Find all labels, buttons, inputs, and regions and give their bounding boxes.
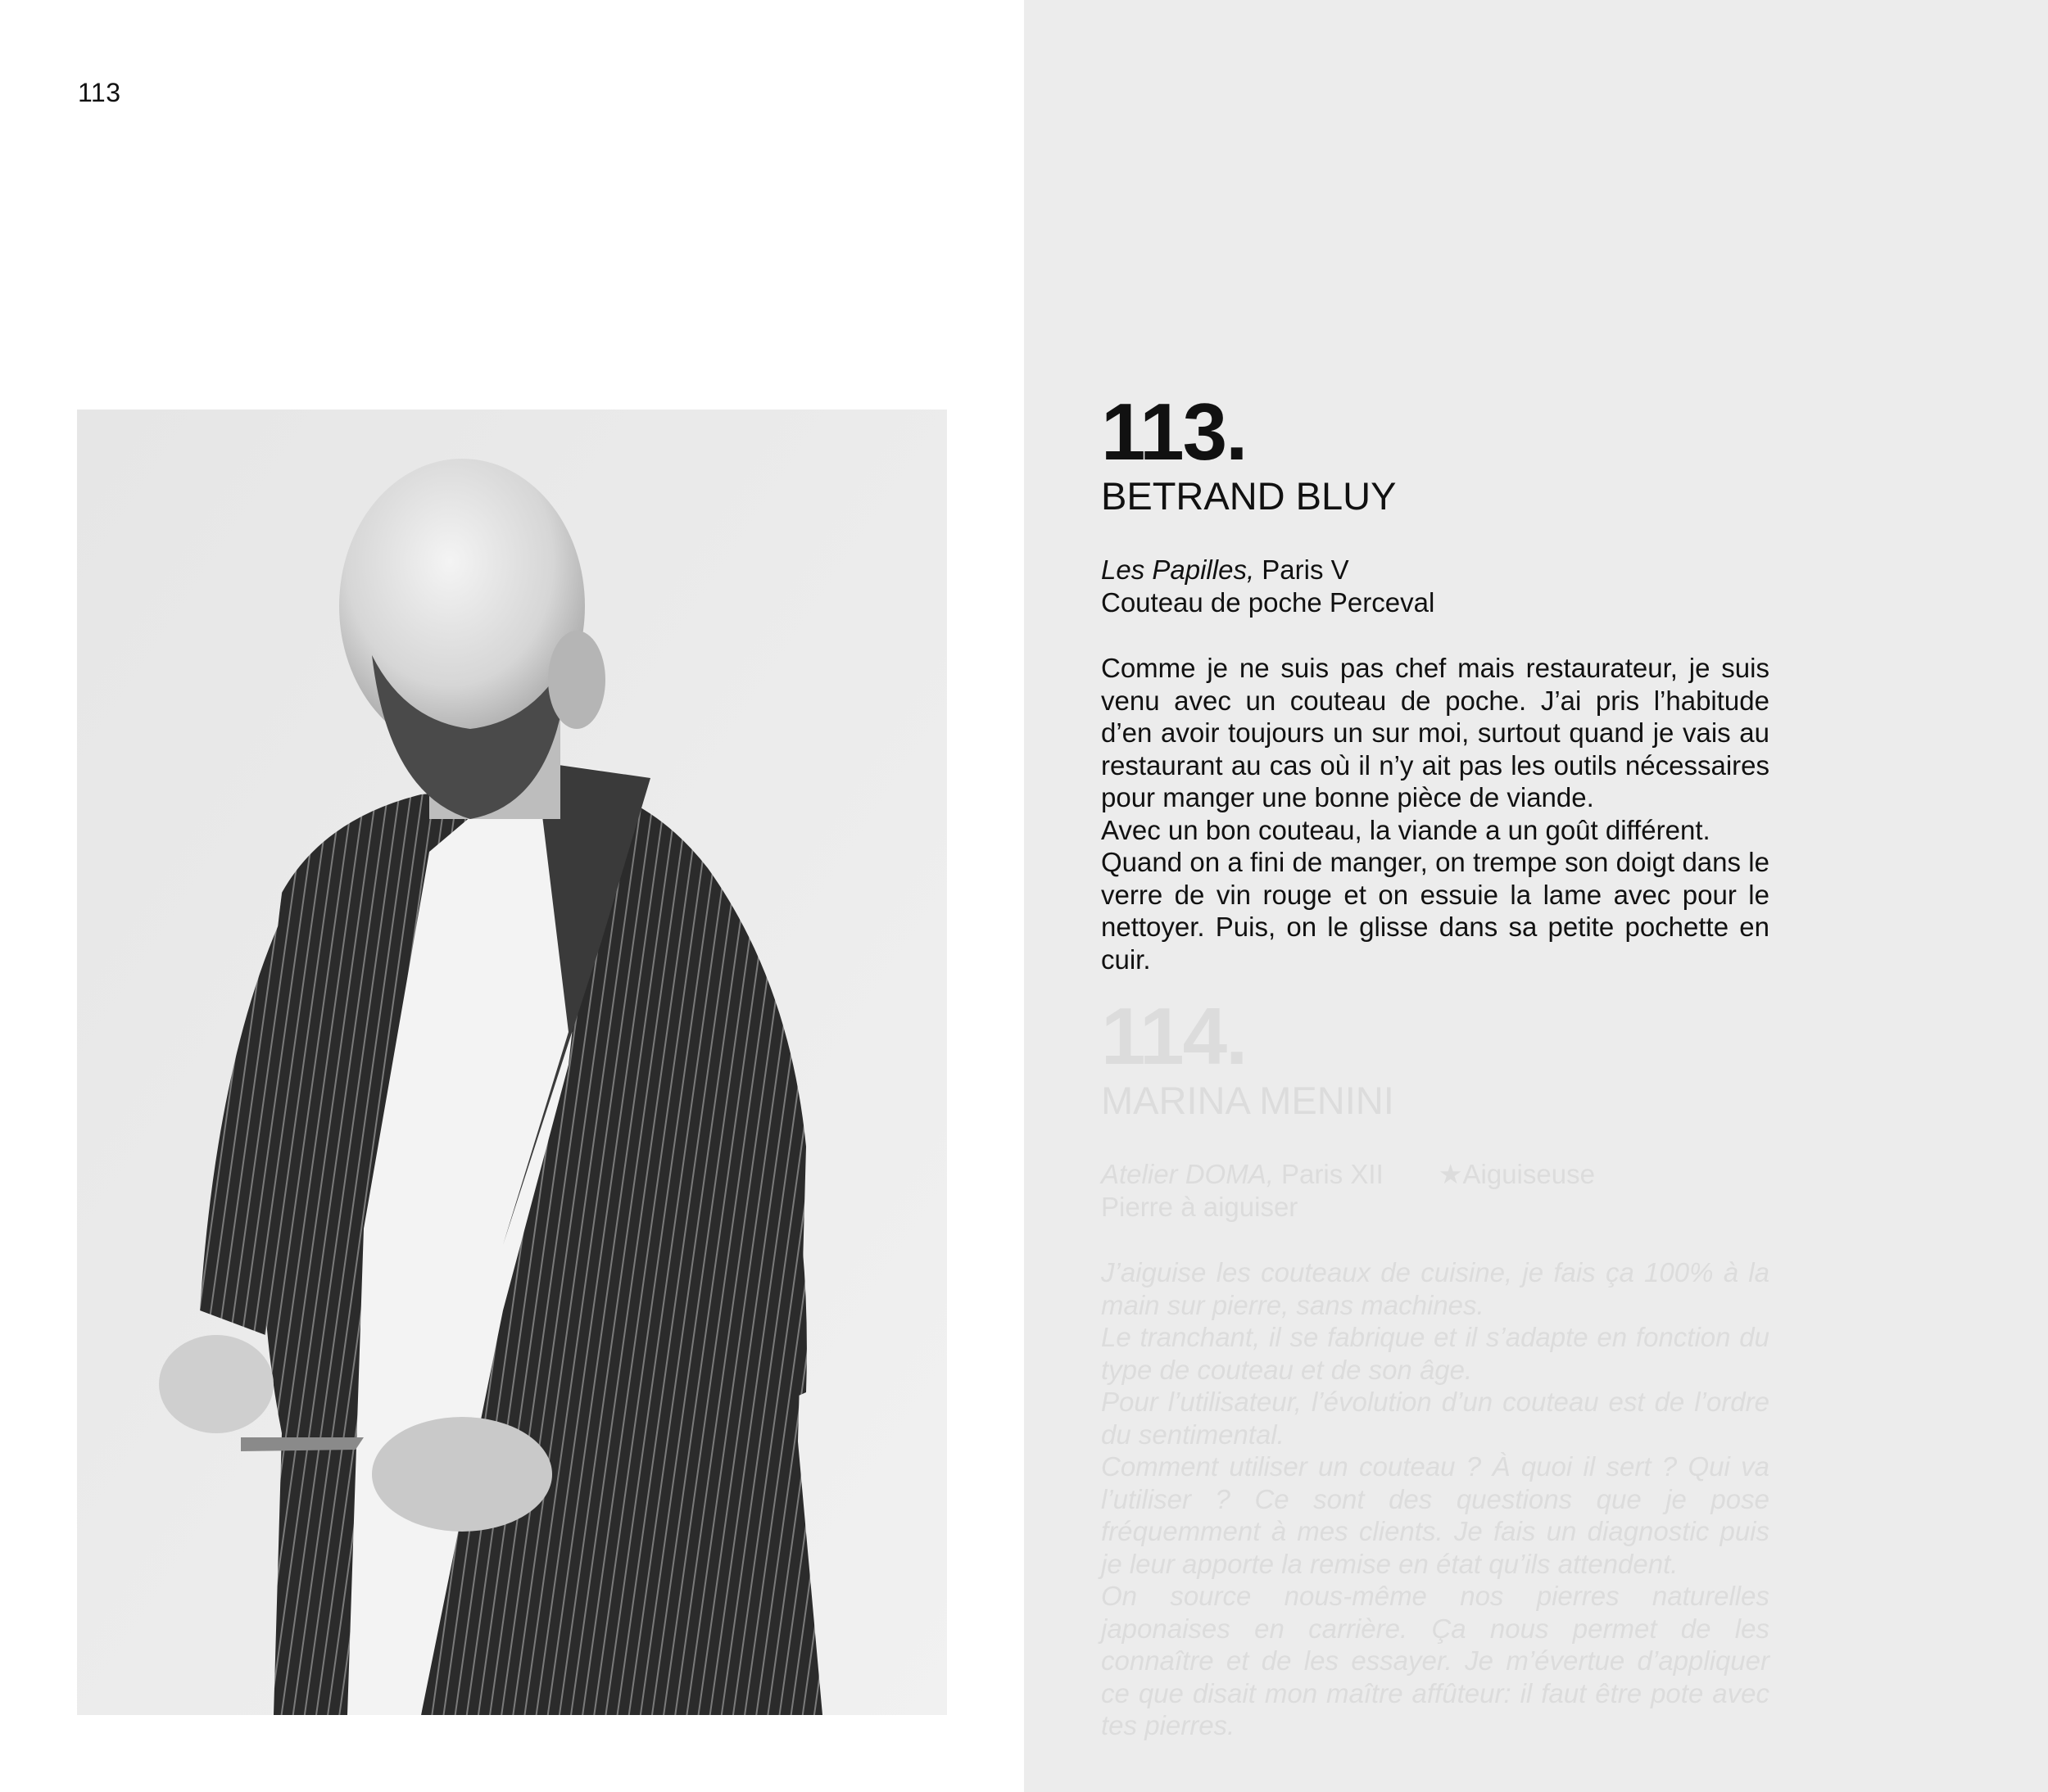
- venue-name: Les Papilles,: [1101, 554, 1255, 585]
- entry-body: [1101, 652, 1769, 975]
- entry-number: 114.: [1101, 991, 1247, 1081]
- body-paragraph: Le tranchant, il se fabrique et il s’adapte en fonction du type de couteau et de son âge.: [1101, 1322, 1769, 1385]
- entry-name: MARINA MENINI: [1101, 1079, 1394, 1122]
- venue-line: [1101, 1158, 1769, 1191]
- body-paragraph: J’aiguise les couteaux de cuisine, je fais ça 100% à la main sur pierre, sans machines.: [1101, 1257, 1769, 1320]
- knife-object: Couteau de poche Perceval: [1101, 587, 1435, 618]
- body-paragraph: Pour l’utilisateur, l’évolution d’un couteau est de l’ordre du sentimental.: [1101, 1387, 1769, 1450]
- knife-object: Pierre à aiguiser: [1101, 1192, 1298, 1222]
- venue-name: Atelier DOMA,: [1101, 1159, 1274, 1189]
- entry-meta: [1101, 554, 1769, 619]
- venue-line: [1101, 554, 1769, 586]
- entry-number: 113.: [1101, 387, 1247, 477]
- body-paragraph: Quand on a fini de manger, on trempe son doigt dans le verre de vin rouge et on essuie la lame avec pour le nettoyer. Puis, on le glisse dans sa petite pochette en cuir.: [1101, 847, 1769, 975]
- entry-meta: [1101, 1158, 1769, 1224]
- body-paragraph: Comme je ne suis pas chef mais restaurateur, je suis venu avec un couteau de poche. J’ai pris l’habitude d’en avoir toujours un sur moi, surtout quand je vais au restaurant au cas où il n’y ait pas les outils nécessaires pour manger une bonne pièce de viande.: [1101, 653, 1769, 812]
- portrait-illustration: [77, 410, 947, 1715]
- venue-location: Paris V: [1262, 554, 1349, 585]
- role-tag: ★Aiguiseuse: [1438, 1159, 1595, 1189]
- body-paragraph: On source nous-même nos pierres naturelles japonaises en carrière. Ça nous permet de les connaître et de les essayer. Je m’évertue d’appliquer ce que disait mon maître affûteur: il faut être pote avec tes pierres.: [1101, 1581, 1769, 1740]
- venue-location: Paris XII: [1281, 1159, 1384, 1189]
- body-paragraph: Comment utiliser un couteau ? À quoi il sert ? Qui va l’utiliser ? Ce sont des questions que je pose fréquemment à mes clients. Je fais un diagnostic puis je leur apporte la remise en état qu’ils attendent.: [1101, 1451, 1769, 1579]
- portrait-photo: [77, 410, 947, 1715]
- page-number: 113: [78, 78, 121, 107]
- entry-113: [1101, 387, 1769, 975]
- entry-body: [1101, 1256, 1769, 1742]
- entry-114: [1101, 991, 1769, 1742]
- entry-name: BETRAND BLUY: [1101, 474, 1397, 518]
- body-paragraph: Avec un bon couteau, la viande a un goût différent.: [1101, 814, 1710, 845]
